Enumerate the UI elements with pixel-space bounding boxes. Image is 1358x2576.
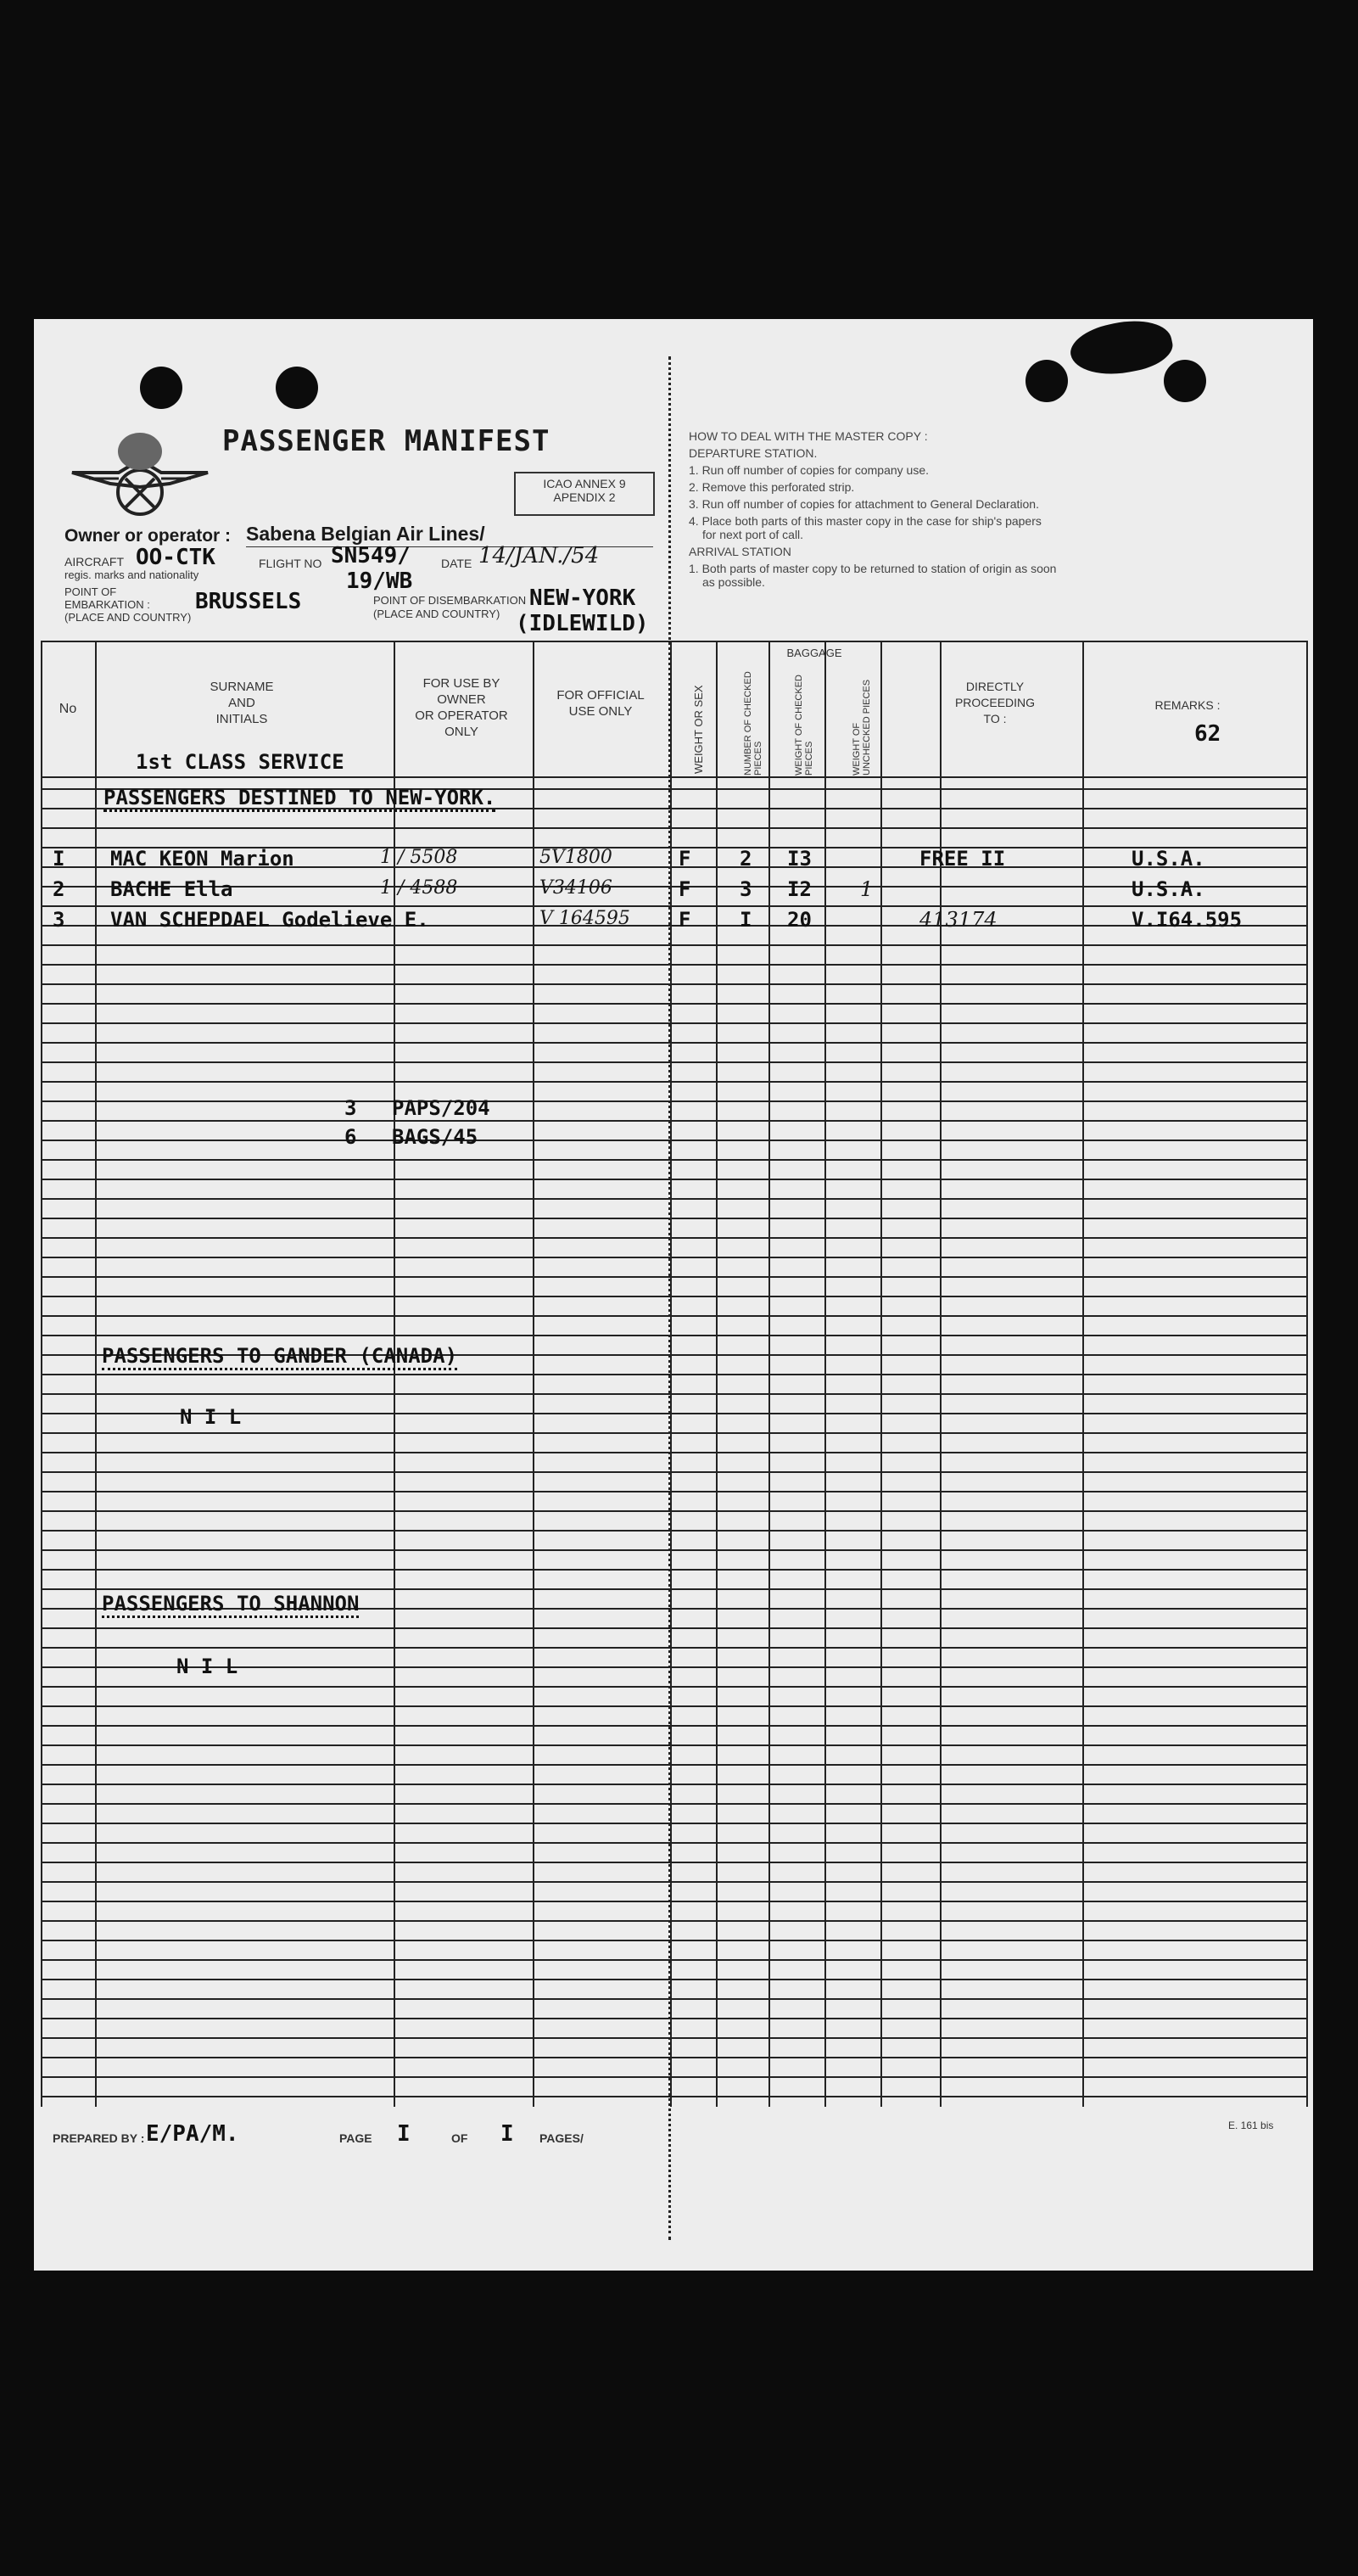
table-row-rule [41, 1627, 1306, 1629]
col-owner-line: ONLY [444, 725, 478, 739]
passenger-pieces: 3 [740, 877, 752, 901]
icao-appendix: APENDIX 2 [553, 490, 616, 504]
col-proceeding [906, 679, 1084, 727]
col-checked-pieces: NUMBER OF CHECKED PIECES [743, 671, 763, 776]
passenger-proceeding: FREE II [919, 847, 1006, 871]
col-surname-line: AND [228, 696, 255, 710]
sabena-logo-icon [68, 426, 212, 528]
table-row-rule [41, 1081, 1306, 1083]
table-row-rule [41, 1784, 1306, 1785]
table-column-rule [1306, 641, 1308, 2107]
table-row-rule [41, 1725, 1306, 1727]
table-row-rule [41, 1959, 1306, 1961]
page-title: PASSENGER MANIFEST [222, 424, 550, 458]
passenger-pieces: I [740, 908, 752, 932]
col-weight-sex: WEIGHT OR SEX [692, 685, 705, 774]
col-owner-line: FOR USE BY [422, 676, 500, 691]
disembark-value: NEW-YORK [529, 585, 636, 611]
instructions-item: for next port of call. [702, 528, 804, 541]
table-row-rule [41, 1432, 1306, 1434]
punch-hole-right-1 [1025, 360, 1068, 402]
table-row-rule [41, 1588, 1306, 1590]
col-surname [93, 679, 390, 727]
col-baggage: BAGGAGE [786, 647, 842, 659]
embark-value: BRUSSELS [195, 589, 302, 614]
instructions-block [689, 428, 1299, 591]
table-row-rule [41, 2096, 1306, 2097]
table-row-rule [41, 1705, 1306, 1707]
col-unchecked-weight: WEIGHT OF UNCHECKED PIECES [852, 679, 872, 776]
table-row-rule [41, 1823, 1306, 1824]
table-row-rule [41, 1003, 1306, 1005]
service-class: 1st CLASS SERVICE [136, 750, 344, 774]
col-official-line: USE ONLY [568, 704, 633, 719]
flight-label: FLIGHT NO [259, 557, 322, 570]
instructions-item: 4. Place both parts of this master copy in the case for ship's papers [689, 514, 1042, 528]
table-row-rule [41, 1647, 1306, 1649]
table-row-rule [41, 1042, 1306, 1044]
col-owner-line: OWNER [437, 692, 486, 707]
total-count: 3 [344, 1096, 357, 1120]
table-row-rule [41, 1198, 1306, 1200]
passenger-official: 5V1800 [539, 847, 612, 868]
table-row-rule [41, 1549, 1306, 1551]
passenger-name: VAN SCHEPDAEL Godelieve E. [110, 908, 429, 932]
passenger-owner: 1 / 5508 [380, 847, 458, 868]
of-value: I [500, 2121, 514, 2147]
icao-box [514, 472, 655, 516]
table-row-rule [41, 1257, 1306, 1258]
passenger-no: 3 [53, 908, 65, 932]
passenger-unchecked: 1 [860, 877, 874, 901]
table-row-rule [41, 1452, 1306, 1453]
col-proceeding-line: TO : [983, 712, 1007, 725]
instructions-arrival: ARRIVAL STATION [689, 545, 791, 558]
table-row-rule [41, 1764, 1306, 1766]
flight-value: SN549/ [331, 543, 411, 568]
passenger-remarks: U.S.A. [1132, 877, 1205, 901]
passenger-remarks: U.S.A. [1132, 847, 1205, 871]
table-row-rule [41, 1842, 1306, 1844]
form-code: E. 161 bis [1228, 2120, 1274, 2131]
passenger-proceeding: 413174 [919, 908, 998, 932]
pages-label: PAGES/ [539, 2131, 584, 2145]
table-row-rule [41, 1569, 1306, 1571]
table-row-rule [41, 944, 1306, 946]
table-row-rule [41, 1510, 1306, 1512]
table-row-rule [41, 776, 1306, 778]
table-row-rule [41, 1881, 1306, 1883]
passenger-sex: F [679, 847, 691, 871]
instructions-item: 3. Run off number of copies for attachment to General Declaration. [689, 497, 1039, 511]
table-row-rule [41, 1901, 1306, 1902]
table-row-rule [41, 1237, 1306, 1239]
passenger-no: 2 [53, 877, 65, 901]
section-gander: PASSENGERS TO GANDER (CANADA) [102, 1344, 457, 1370]
prepared-value: E/PA/M. [146, 2121, 239, 2147]
passenger-name: MAC KEON Marion [110, 847, 294, 871]
passenger-no: I [53, 847, 65, 871]
icao-annex: ICAO ANNEX 9 [543, 477, 626, 490]
prepared-label: PREPARED BY : [53, 2131, 145, 2145]
col-proceeding-line: DIRECTLY [965, 680, 1025, 693]
table-row-rule [41, 1120, 1306, 1122]
flight-extra: 19/WB [346, 568, 413, 594]
table-row-rule [41, 1686, 1306, 1688]
passenger-official: V 164595 [539, 908, 630, 929]
owner-label: Owner or operator : [64, 526, 232, 546]
col-surname-line: SURNAME [210, 680, 274, 694]
table-row-rule [41, 2018, 1306, 2019]
table-row-rule [41, 1862, 1306, 1863]
table-row-rule [41, 1744, 1306, 1746]
table-row-rule [41, 1140, 1306, 1141]
table-row-rule [41, 1159, 1306, 1161]
aircraft-sublabel: regis. marks and nationality [64, 568, 199, 581]
table-row-rule [41, 827, 1306, 829]
col-no: No [59, 702, 77, 716]
table-row-rule [41, 1100, 1306, 1102]
date-value: 14/JAN./54 [478, 543, 600, 568]
passenger-weight: I3 [787, 847, 812, 871]
date-label: DATE [441, 557, 472, 570]
table-row-rule [41, 2037, 1306, 2039]
embark-label: POINT OF EMBARKATION : [64, 585, 150, 611]
passenger-official: V34106 [539, 877, 612, 899]
section-shannon: PASSENGERS TO SHANNON [102, 1592, 359, 1618]
table-row-rule [41, 1979, 1306, 1980]
col-owner-line: OR OPERATOR [415, 708, 508, 723]
instructions-item: 2. Remove this perforated strip. [689, 480, 855, 494]
shannon-nil: N I L [176, 1655, 238, 1678]
instructions-title: HOW TO DEAL WITH THE MASTER COPY : [689, 429, 928, 443]
instructions-departure: DEPARTURE STATION. [689, 446, 818, 460]
col-checked-weight: WEIGHT OF CHECKED PIECES [794, 675, 814, 776]
section-new-york: PASSENGERS DESTINED TO NEW-YORK. [103, 786, 495, 812]
instructions-arrival-item-2: as possible. [702, 575, 765, 589]
col-proceeding-line: PROCEEDING [954, 696, 1036, 709]
punch-hole-left-1 [140, 367, 182, 409]
table-row-rule [41, 1179, 1306, 1180]
passenger-pieces: 2 [740, 847, 752, 871]
table-row-rule [41, 1491, 1306, 1492]
table-row-rule [41, 1374, 1306, 1375]
disembark-sublabel: (PLACE AND COUNTRY) [373, 608, 500, 620]
table-row-rule [41, 1061, 1306, 1063]
total-count: 6 [344, 1125, 357, 1149]
page-label: PAGE [339, 2131, 372, 2145]
passenger-weight: I2 [787, 877, 812, 901]
punch-hole-left-2 [276, 367, 318, 409]
owner-value: Sabena Belgian Air Lines/ [246, 523, 485, 545]
table-row-rule [41, 983, 1306, 985]
table-row-rule [41, 1998, 1306, 2000]
disembark-value-2: (IDLEWILD) [516, 611, 649, 636]
passenger-weight: 20 [787, 908, 812, 932]
col-official [533, 687, 668, 720]
page-value: I [397, 2121, 411, 2147]
table-row-rule [41, 1315, 1306, 1317]
table-row-rule [41, 1335, 1306, 1336]
table-row-rule [41, 2076, 1306, 2078]
passenger-sex: F [679, 908, 691, 932]
instructions-arrival-item: 1. Both parts of master copy to be returned to station of origin as soon [689, 562, 1057, 575]
table-row-rule [41, 2057, 1306, 2058]
table-row-rule [41, 964, 1306, 966]
aircraft-value: OO-CTK [136, 545, 215, 570]
total-text: PAPS/204 [392, 1096, 490, 1120]
instructions-item: 1. Run off number of copies for company use. [689, 463, 930, 477]
table-row-rule [41, 1276, 1306, 1278]
passenger-remarks: V.I64.595 [1132, 908, 1243, 932]
embark-sublabel: (PLACE AND COUNTRY) [64, 611, 192, 624]
punch-hole-right-2 [1164, 360, 1206, 402]
total-text: BAGS/45 [392, 1125, 478, 1149]
aircraft-label: AIRCRAFT [64, 555, 124, 568]
gander-nil: N I L [180, 1405, 242, 1429]
remarks-count: 62 [1194, 721, 1221, 747]
table-row-rule [41, 1530, 1306, 1532]
table-row-rule [41, 905, 1306, 907]
table-row-rule [41, 1393, 1306, 1395]
disembark-label: POINT OF DISEMBARKATION [373, 594, 527, 607]
col-remarks: REMARKS : [1154, 698, 1221, 712]
table-row-rule [41, 1920, 1306, 1922]
col-surname-line: INITIALS [215, 712, 268, 726]
table-row-rule [41, 1022, 1306, 1024]
table-row-rule [41, 1940, 1306, 1941]
col-official-line: FOR OFFICIAL [556, 688, 645, 703]
table-row-rule [41, 641, 1306, 642]
passenger-sex: F [679, 877, 691, 901]
table-row-rule [41, 1803, 1306, 1805]
col-owner [394, 675, 529, 740]
passenger-owner: 1 / 4588 [380, 877, 458, 899]
of-label: OF [451, 2131, 468, 2145]
passenger-name: BACHE Ella [110, 877, 233, 901]
table-row-rule [41, 1296, 1306, 1297]
table-row-rule [41, 1218, 1306, 1219]
table-row-rule [41, 1471, 1306, 1473]
